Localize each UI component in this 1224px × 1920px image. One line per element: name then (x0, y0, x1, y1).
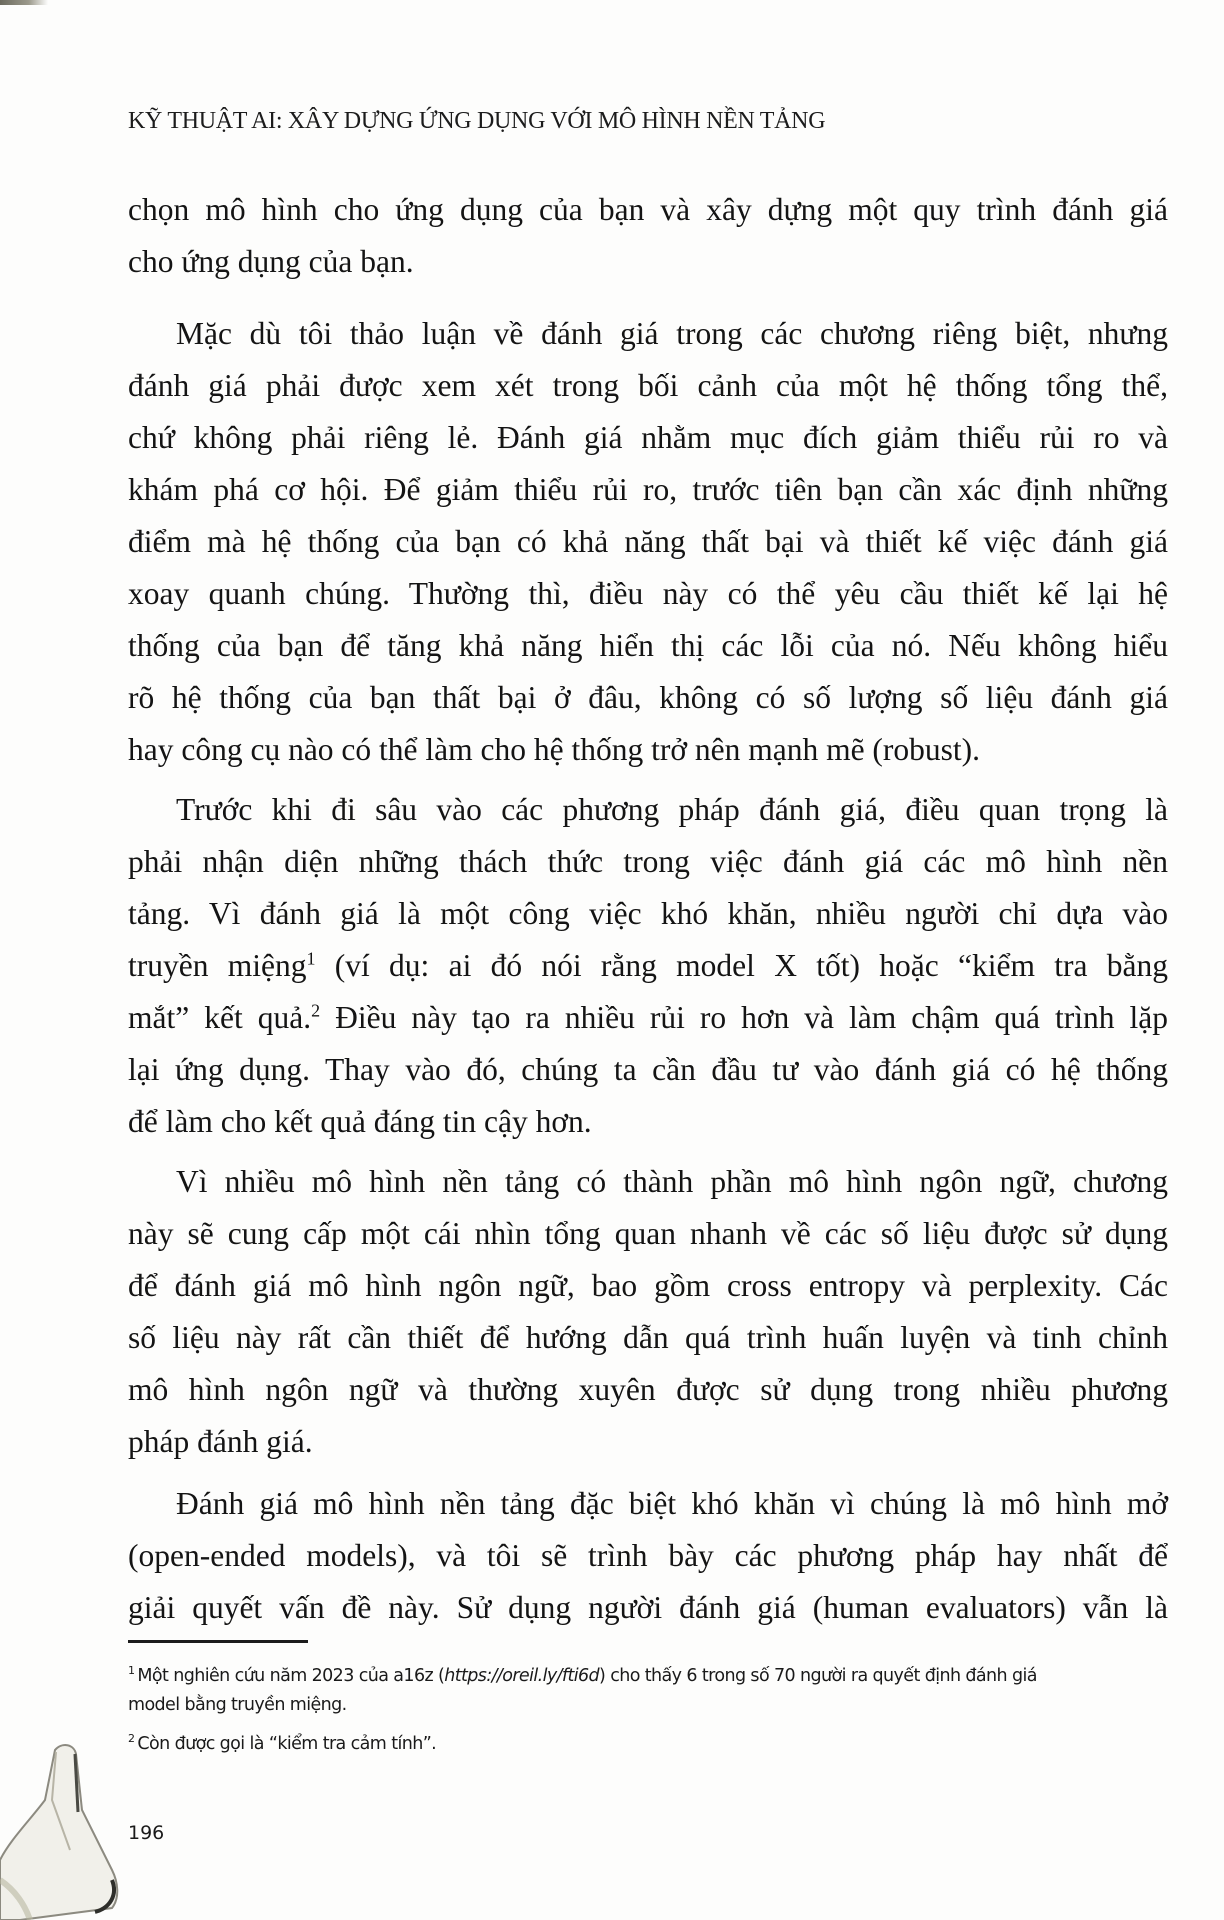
text-line: chứ không phải riêng lẻ. Đánh giá nhằm mục đích giảm thiểu rủi ro và (128, 420, 1168, 455)
text-line: (open-ended models), và tôi sẽ trình bày các phương pháp hay nhất để (128, 1538, 1168, 1573)
text-line: điểm mà hệ thống của bạn có khả năng thất bại và thiết kế việc đánh giá (128, 524, 1168, 559)
text-line: chọn mô hình cho ứng dụng của bạn và xây dựng một quy trình đánh giá (128, 192, 1168, 227)
footnote-1 (128, 1662, 1168, 1720)
text-line: hay công cụ nào có thể làm cho hệ thống trở nên mạnh mẽ (robust). (128, 732, 981, 767)
text-line: pháp đánh giá. (128, 1424, 313, 1459)
text-fragment: (ví dụ: ai đó nói rằng model X tốt) hoặc “kiểm tra bằng (315, 948, 1168, 983)
text-line: thống của bạn để tăng khả năng hiển thị các lỗi của nó. Nếu không hiểu (128, 628, 1168, 663)
footnote-line (128, 1730, 1168, 1759)
footnote-mark: 2 (128, 1732, 135, 1746)
text-line: lại ứng dụng. Thay vào đó, chúng ta cần đầu tư vào đánh giá có hệ thống (128, 1052, 1168, 1087)
text-line: mô hình ngôn ngữ và thường xuyên được sử dụng trong nhiều phương (128, 1372, 1168, 1407)
scan-edge-artifact (0, 0, 48, 5)
text-line: để làm cho kết quả đáng tin cậy hơn. (128, 1104, 592, 1139)
footnote-line (128, 1662, 1168, 1691)
text-line: rõ hệ thống của bạn thất bại ở đâu, không có số lượng số liệu đánh giá (128, 680, 1168, 715)
text-line: số liệu này rất cần thiết để hướng dẫn quá trình huấn luyện và tinh chỉnh (128, 1320, 1168, 1355)
thumb-photo-artifact-icon (0, 1730, 140, 1920)
text-line: Vì nhiều mô hình nền tảng có thành phần mô hình ngôn ngữ, chương (176, 1164, 1168, 1199)
text-line: phải nhận diện những thách thức trong việc đánh giá các mô hình nền (128, 844, 1168, 879)
running-header: KỸ THUẬT AI: XÂY DỰNG ỨNG DỤNG VỚI MÔ HÌNH NỀN TẢNG (128, 108, 826, 134)
text-fragment: mắt” kết quả. (128, 1000, 312, 1035)
text-line: Mặc dù tôi thảo luận về đánh giá trong các chương riêng biệt, nhưng (176, 316, 1168, 351)
text-fragment: truyền miệng (128, 948, 307, 983)
text-line: để đánh giá mô hình ngôn ngữ, bao gồm cross entropy và perplexity. Các (128, 1268, 1168, 1303)
text-line: xoay quanh chúng. Thường thì, điều này có thể yêu cầu thiết kế lại hệ (128, 576, 1168, 611)
paragraph-challenges (128, 784, 1168, 1148)
text-line: này sẽ cung cấp một cái nhìn tổng quan nhanh về các số liệu được sử dụng (128, 1216, 1168, 1251)
footnote-text: Còn được gọi là “kiểm tra cảm tính”. (137, 1734, 437, 1754)
text-line: cho ứng dụng của bạn. (128, 244, 414, 279)
footnote-line: model bằng truyền miệng. (128, 1695, 347, 1715)
footnote-text: ) cho thấy 6 trong số 70 người ra quyết định đánh giá (599, 1666, 1037, 1686)
text-line: giải quyết vấn đề này. Sử dụng người đánh giá (human evaluators) vẫn là (128, 1590, 1168, 1625)
footnote-2 (128, 1730, 1168, 1759)
footnote-link[interactable]: https://oreil.ly/fti6d (444, 1666, 600, 1686)
footnote-divider (128, 1640, 308, 1643)
text-line (128, 940, 1168, 992)
text-line: đánh giá phải được xem xét trong bối cảnh của một hệ thống tổng thể, (128, 368, 1168, 403)
footnotes (128, 1662, 1168, 1759)
text-line: tảng. Vì đánh giá là một công việc khó khăn, nhiều người chỉ dựa vào (128, 896, 1168, 931)
text-line: Đánh giá mô hình nền tảng đặc biệt khó khăn vì chúng là mô hình mở (176, 1486, 1168, 1521)
page-number: 196 (128, 1822, 165, 1844)
footnote-mark: 1 (128, 1664, 135, 1678)
paragraph-language-metrics (128, 1156, 1168, 1468)
paragraph-continuation (128, 184, 1168, 288)
text-line (128, 992, 1168, 1044)
text-fragment: Điều này tạo ra nhiều rủi ro hơn và làm chậm quá trình lặp (320, 1000, 1168, 1035)
paragraph-system-context (128, 308, 1168, 776)
text-line: Trước khi đi sâu vào các phương pháp đánh giá, điều quan trọng là (176, 792, 1168, 827)
text-line: khám phá cơ hội. Để giảm thiểu rủi ro, trước tiên bạn cần xác định những (128, 472, 1168, 507)
footnote-ref-1[interactable]: 1 (306, 948, 316, 969)
footnote-ref-2[interactable]: 2 (311, 1000, 321, 1021)
footnote-text: Một nghiên cứu năm 2023 của a16z ( (137, 1666, 445, 1686)
paragraph-open-ended (128, 1478, 1168, 1634)
